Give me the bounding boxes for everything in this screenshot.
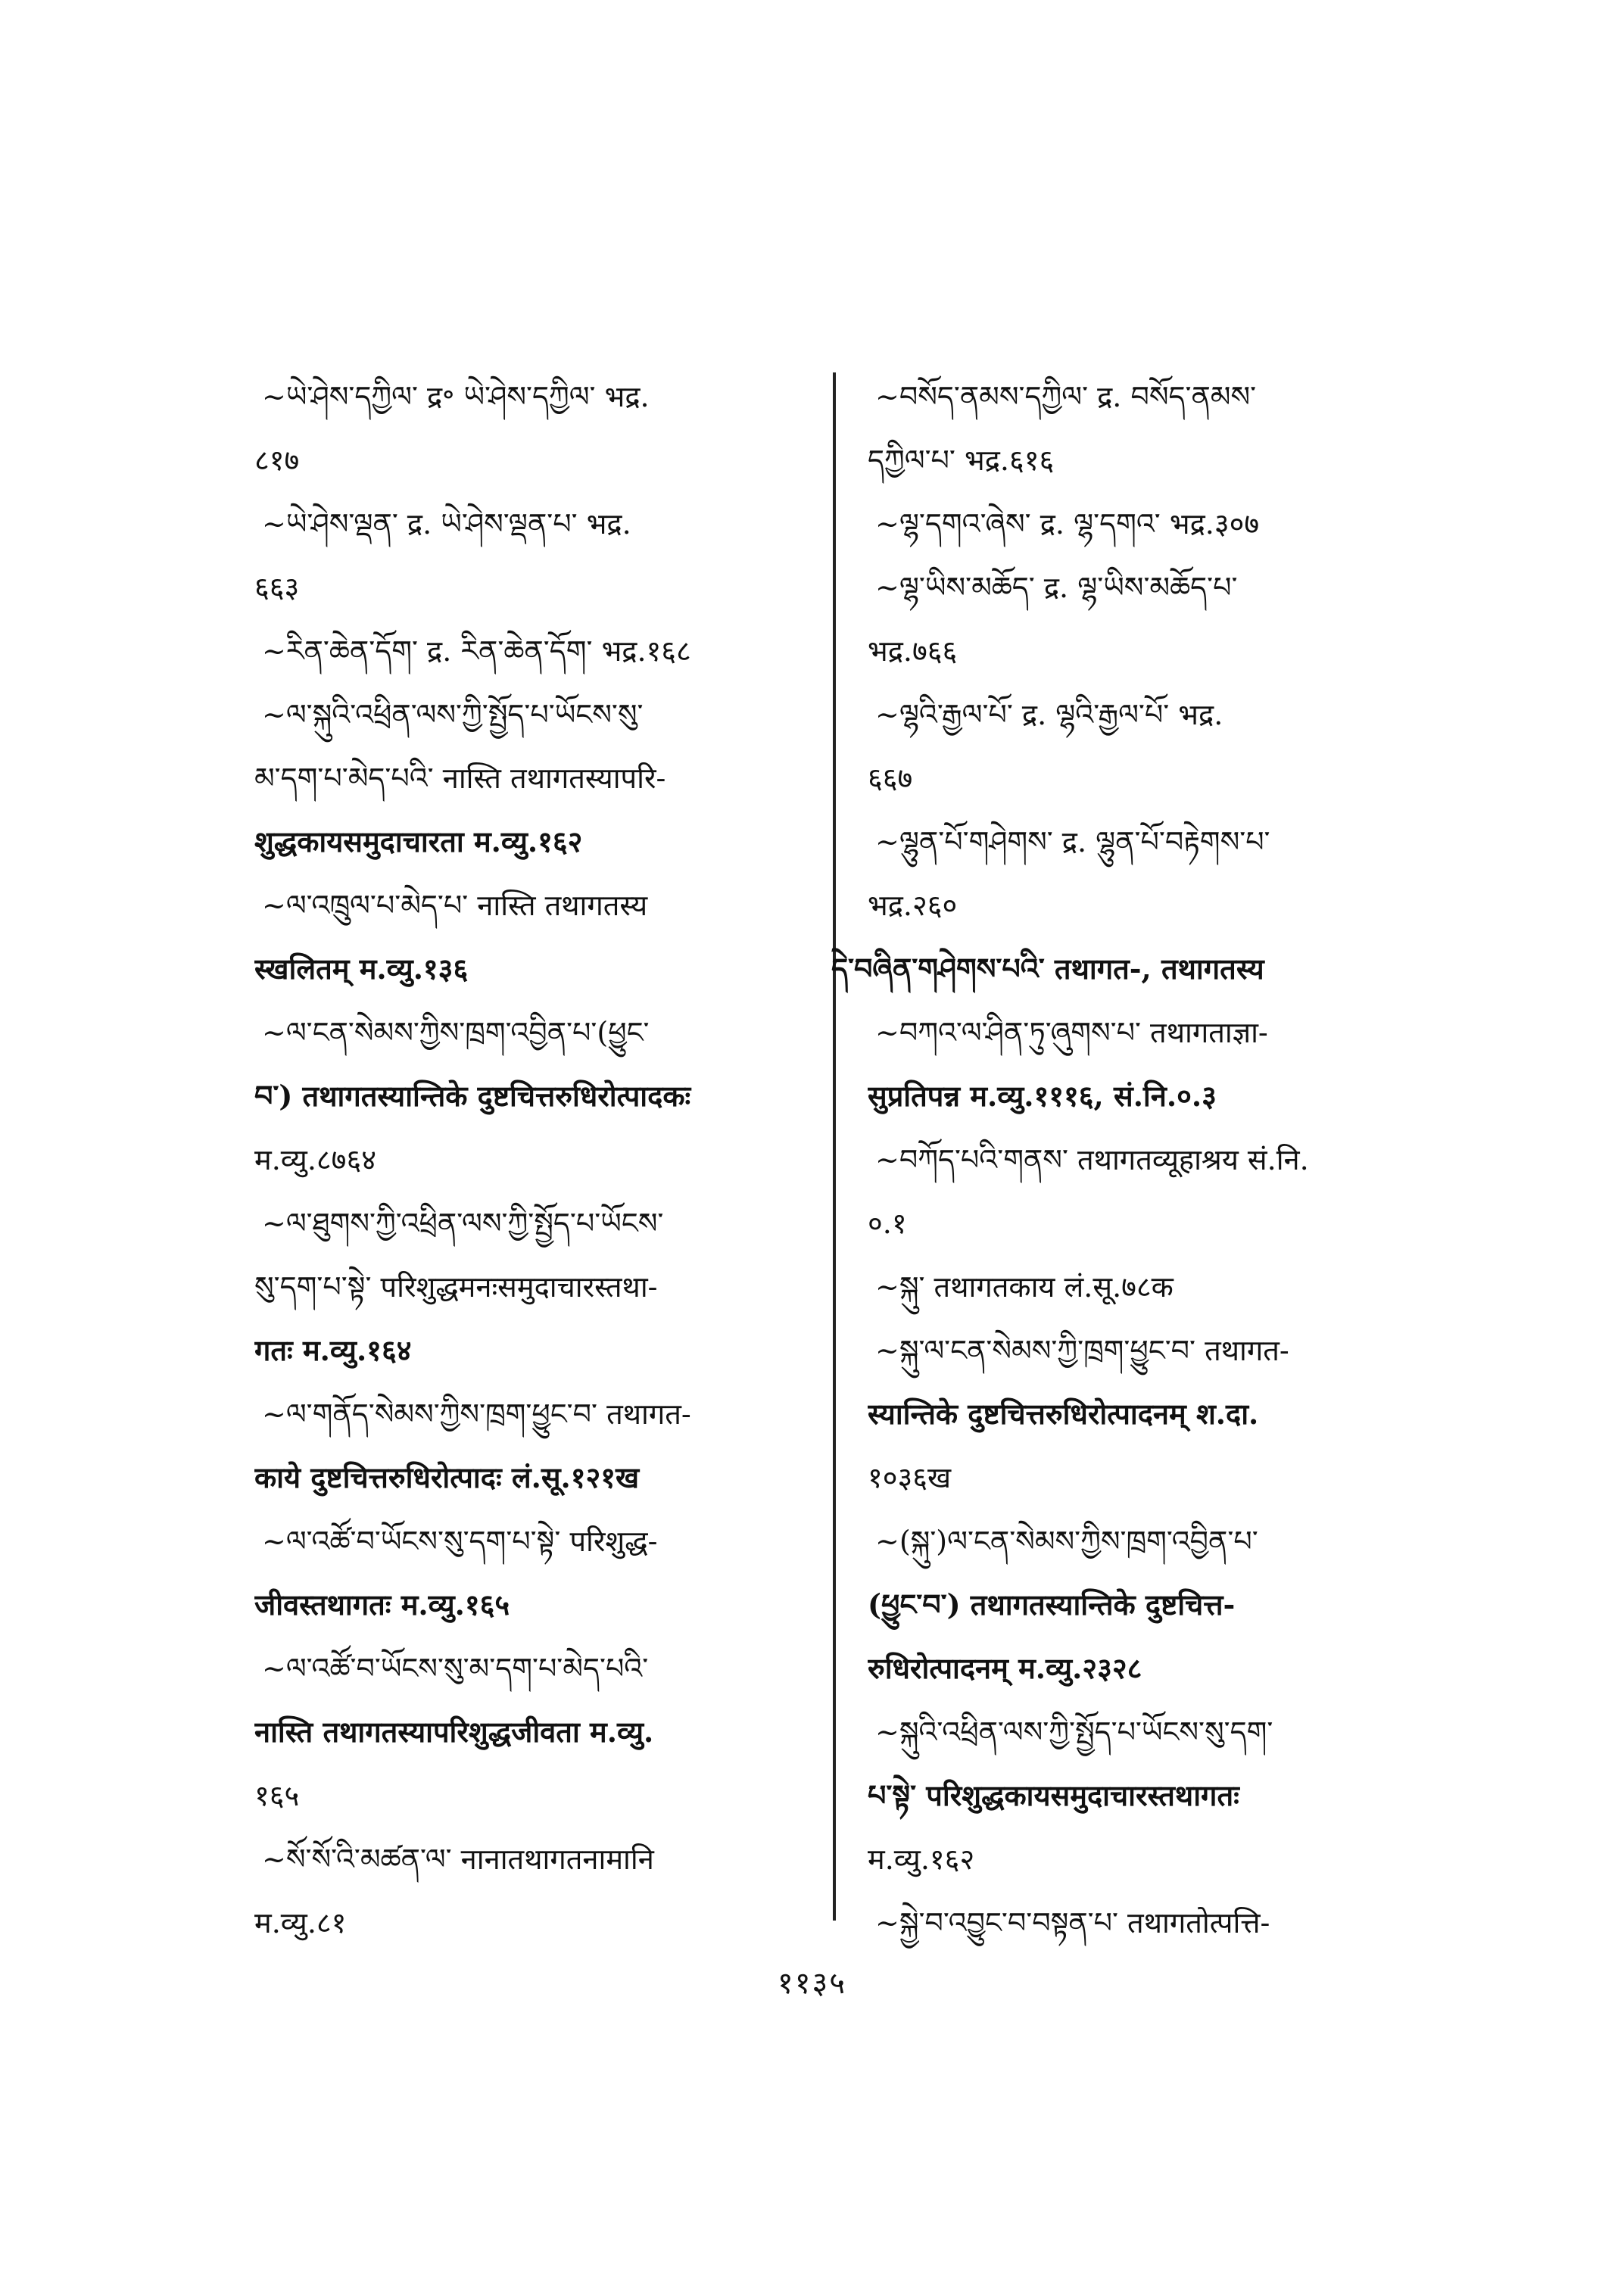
left-line-19: ~ལ་འཚོ་བ་ཡོངས་སུ་དག་པ་སྟེ་ परिशुद्ध- [262, 1525, 658, 1558]
right-column [831, 365, 1451, 1955]
right-line-17: स्यान्तिके दुष्टचित्तरुधिरोत्पादनम् श.दा. [868, 1397, 1259, 1431]
left-line-18: काये दुष्टचित्तरुधिरोत्पादः लं.सू.१२१ख [254, 1460, 640, 1494]
left-line-16: गतः म.व्यु.१६४ [254, 1333, 412, 1367]
right-line-20: (ཕྱུང་བ་) तथागतस्यान्तिके दुष्टचित्त- [868, 1587, 1236, 1622]
right-line-16: ~སྐུ་ལ་ངན་སེམས་ཀྱི་ཁྲག་ཕྱུང་བ་ तथागत- [875, 1334, 1289, 1367]
left-line-22: नास्ति तथागतस्यापरिशुद्धजीवता म.व्यु. [254, 1715, 654, 1749]
left-line-12: བ་) तथागतस्यान्तिके दुष्टचित्तरुधिरोत्पादकः [254, 1079, 691, 1113]
right-line-9: भद्र.२६० [868, 889, 958, 922]
left-line-10: स्खलितम् म.व्यु.१३६ [254, 952, 469, 986]
right-line-22: ~སྐུའི་འཕྲིན་ལས་ཀྱི་སྤྱོད་པ་ཡོངས་སུ་དག་ [875, 1715, 1273, 1749]
left-line-1: ~ཡེ་ཤེས་དཀྱིལ་ द्र॰ ཡེ་ཤེས་དཀྱིལ་ भद्र. [262, 380, 650, 413]
left-line-13: म.व्यु.८७६४ [254, 1143, 376, 1176]
right-line-6: ~ལྷའི་རྒྱལ་པོ་ द्र. ལྷའི་རྒྱལ་པོ་ भद्र. [875, 698, 1223, 731]
left-line-21: ~ལ་འཚོ་བ་ཡོངས་སུ་མ་དག་པ་མེད་པའི་ [262, 1652, 649, 1685]
left-line-6: ~ལ་སྐུའི་འཕྲིན་ལས་ཀྱི་སྤྱོད་པ་ཡོངས་སུ་ [262, 698, 644, 731]
right-line-19: ~(སྐུ་)ལ་ངན་སེམས་ཀྱིས་ཁྲག་འབྱིན་པ་ [875, 1525, 1258, 1558]
right-line-24: म.व्यु.१६२ [868, 1843, 975, 1876]
right-headword: དེ་བཞིན་གཤེགས་པའི་ तथागत-, तथागतस्य [831, 952, 1264, 986]
left-line-2: ८१७ [254, 444, 300, 477]
right-line-3: ~ལྷ་དགའ་ཞེས་ द्र. ལྷ་དགའ་ भद्र.३०७ [875, 507, 1260, 541]
left-line-14: ~ལ་ཐུགས་ཀྱི་འཕྲིན་ལས་ཀྱི་སྤྱོད་པ་ཡོངས་ [262, 1207, 664, 1240]
right-line-12: सुप्रतिपन्न म.व्यु.१११६, सं.नि.०.३ [868, 1079, 1217, 1113]
page-number: ११३५ [777, 1966, 847, 2001]
left-line-15: སུ་དག་པ་སྟེ་ परिशुद्धमनःसमुदाचारस्तथा- [254, 1270, 658, 1304]
left-line-25: म.व्यु.८१ [254, 1906, 347, 1939]
right-line-13: ~བཀོད་པའི་གནས་ तथागतव्यूहाश्रय सं.नि. [875, 1143, 1309, 1176]
left-line-17: ~ལ་གནོད་སེམས་ཀྱིས་ཁྲག་ཕྱུང་བ་ तथागत- [262, 1397, 691, 1431]
left-line-3: ~ཡེ་ཤེས་ལྡན་ द्र. ཡེ་ཤེས་ལྡན་པ་ भद्र. [262, 507, 631, 541]
right-line-8: ~ལྷུན་པོ་གཤེགས་ द्र. ལྷུན་པོ་བརྟེགས་པ་ [875, 825, 1270, 858]
right-line-14: ०.१ [868, 1207, 907, 1240]
right-line-7: ६६७ [868, 762, 913, 795]
left-column [254, 365, 800, 1955]
left-line-11: ~ལ་ངན་སེམས་ཀྱིས་ཁྲག་འབྱིན་པ་(ཕྱུང་ [262, 1016, 650, 1049]
right-line-15: ~སྐུ་ तथागतकाय लं.सू.७८क [875, 1270, 1174, 1304]
right-line-2: དཀྱིལ་པ་ भद्र.६१६ [868, 444, 1055, 477]
right-line-18: १०३६ख [868, 1461, 952, 1494]
right-line-23: པ་སྟེ་ परिशुद्धकायसमुदाचारस्तथागतः [868, 1778, 1239, 1812]
right-line-25: ~སྐྱེ་བ་འབྱུང་བ་བསྟན་པ་ तथागतोत्पत्ति- [875, 1906, 1270, 1939]
right-line-21: रुधिरोत्पादनम् म.व्यु.२३२८ [868, 1651, 1142, 1685]
right-line-5: भद्र.७६६ [868, 634, 958, 668]
left-line-5: ~རིན་ཆེན་དོག་ द्र. རིན་ཆེན་དོག་ भद्र.१६८ [262, 634, 691, 668]
right-line-1: ~བསོད་ནམས་དཀྱིལ་ द्र. བསོད་ནམས་ [875, 380, 1257, 413]
left-line-23: १६५ [254, 1779, 300, 1812]
right-line-4: ~ལྷ་ཡིས་མཆོད་ द्र. ལྷ་ཡིས་མཆོད་པ་ [875, 571, 1238, 604]
left-line-20: जीवस्तथागतः म.व्यु.१६५ [254, 1587, 510, 1622]
column-divider [833, 372, 836, 1921]
left-line-9: ~ལ་འཁྲུལ་པ་མེད་པ་ नास्ति तथागतस्य [262, 889, 648, 922]
left-line-24: ~སོ་སོ་འི་མཚན་ལ་ नानातथागतनामानि [262, 1843, 654, 1876]
left-line-7: མ་དག་པ་མེད་པའི་ नास्ति तथागतस्यापरि- [254, 762, 666, 795]
left-line-4: ६६३ [254, 571, 300, 604]
right-line-11: ~བཀའ་ལ་ཤིན་ཏུ་ཞུགས་པ་ तथागताज्ञा- [875, 1016, 1268, 1049]
left-line-8: शुद्धकायसमुदाचारता म.व्यु.१६२ [254, 824, 583, 858]
